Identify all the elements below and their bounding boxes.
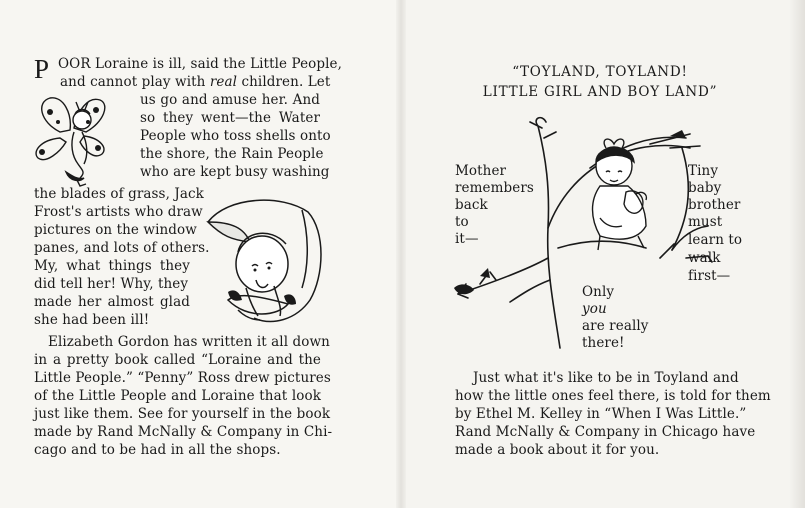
text-line: made by Rand McNally & Company in Chi- [34,424,333,440]
text-line: pictures on the window [34,222,197,238]
page-edge-shadow [789,0,805,508]
caption-right-line: must [688,214,723,230]
drop-cap: P [34,54,50,84]
caption-right-line: Tiny [688,163,719,179]
caption-right-line: learn to [688,232,743,248]
text-line: OOR Loraine is ill, said the Little People, [58,56,343,72]
child-on-branch-illustration [450,108,750,358]
caption-right-line: first— [688,268,731,284]
text-line: cago and to be had in all the shops. [34,442,281,458]
text-line: how the little ones feel there, is told for them [455,388,771,404]
text-line: the blades of grass, Jack [34,186,204,202]
emphasis-text: real [209,74,238,90]
text-line: the shore, the Rain People [140,146,324,162]
caption-left-line: to [455,214,469,230]
text-line: People who toss shells onto [140,128,331,144]
caption-center-line: Only [582,284,615,300]
text-line: Rand McNally & Company in Chicago have [455,424,756,440]
butterfly-fairy-illustration [30,92,138,188]
text-line: Little People.” “Penny” Ross drew pictures [34,370,331,386]
caption-left-line: it— [455,231,479,247]
text-line: made her almost glad [34,294,190,310]
text-line: Elizabeth Gordon has written it all down [48,334,330,350]
text-line: so they went—the Water [140,110,320,126]
caption-right-line: baby [688,180,722,196]
text-line: she had been ill! [34,312,150,328]
text-line: made a book about it for you. [455,442,660,458]
page-title-line-1: “TOYLAND, TOYLAND! [512,64,688,80]
text-line: in a pretty book called “Loraine and the [34,352,321,368]
text-line: did tell her! Why, they [34,276,189,292]
caption-right-line: walk [688,250,721,266]
text-line: who are kept busy washing [140,164,330,180]
caption-left-line: Mother [455,163,507,179]
page-title-line-2: LITTLE GIRL AND BOY LAND” [482,84,718,100]
book-gutter [396,0,406,508]
text-line: My, what things they [34,258,190,274]
text-line: Just what it's like to be in Toyland and [473,370,739,386]
caption-right-line: brother [688,197,741,213]
text-line: and cannot play with real children. Let [60,74,331,90]
caption-center-emphasis: you [582,301,607,317]
caption-center-line: are really [582,318,649,334]
child-in-leaf-illustration [198,192,330,330]
caption-left-line: remembers [455,180,534,196]
text-line: Frost's artists who draw [34,204,203,220]
caption-left-line: back [455,197,488,213]
text-line: just like them. See for yourself in the book [34,406,331,422]
text-line: panes, and lots of others. [34,240,210,256]
text-line: by Ethel M. Kelley in “When I Was Little.” [455,406,747,422]
text-line: of the Little People and Loraine that look [34,388,321,404]
text-line: us go and amuse her. And [140,92,320,108]
caption-center-line: there! [582,335,625,351]
